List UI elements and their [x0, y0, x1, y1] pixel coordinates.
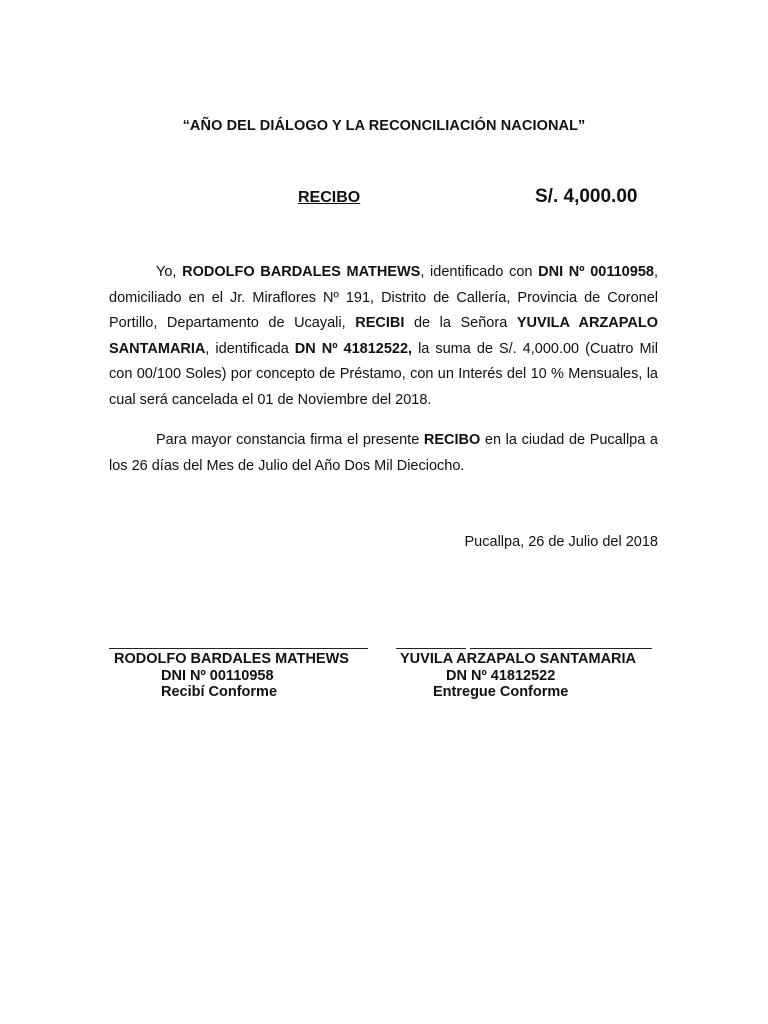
text-segment: Para mayor constancia firma el presente — [156, 432, 424, 448]
lender-dni: DN Nº 41812522, — [294, 340, 413, 357]
text-segment: de la Señora — [404, 315, 517, 331]
text-segment: , identificado con — [420, 264, 539, 280]
lender-name: YUVILA ARZAPALO SANTAMARIA — [109, 315, 658, 357]
text-segment: , identificada — [205, 340, 295, 357]
text-segment: en la ciudad de Pucallpa a los 26 días del Mes de Julio del Año Dos Mil Dieciocho. — [109, 432, 658, 474]
receipt-statement-paragraph — [109, 260, 658, 413]
signer-id: DN Nº 41812522 — [446, 667, 556, 684]
signature-line-left — [109, 648, 368, 649]
receiver-name: RODOLFO BARDALES MATHEWS — [182, 264, 421, 280]
receiver-dni: DNI Nº 00110958 — [538, 264, 654, 280]
signature-block-lender — [400, 651, 636, 701]
signature-block-receiver — [114, 651, 349, 701]
document-title: RECIBO — [298, 189, 361, 206]
receipt-amount: S/. 4,000.00 — [535, 186, 638, 207]
signature-line-right — [396, 648, 466, 649]
text-segment: , domiciliado en el Jr. Miraflores Nº 191, Distrito de Callería, Provincia de Coronel Portillo, Departamento de Ucayali, — [109, 264, 658, 331]
signer-name: YUVILA ARZAPALO SANTAMARIA — [400, 651, 637, 667]
received-keyword: RECIBI — [355, 315, 405, 331]
constancy-paragraph — [109, 428, 658, 479]
signer-id: DNI Nº 00110958 — [161, 667, 274, 684]
signer-role: Entregue Conforme — [433, 684, 569, 700]
signer-role: Recibí Conforme — [161, 684, 278, 700]
signer-name: RODOLFO BARDALES MATHEWS — [114, 651, 349, 667]
year-motto: “AÑO DEL DIÁLOGO Y LA RECONCILIACIÓN NACIONAL” — [182, 118, 586, 134]
place-and-date: Pucallpa, 26 de Julio del 2018 — [464, 534, 658, 550]
text-segment: la suma de S/. 4,000.00 (Cuatro Mil con 00/100 Soles) por concepto de Préstamo, con un Interés del 10 % Mensuales, la cual será cancelada el 01 de Noviembre del 2018. — [109, 340, 658, 408]
text-segment: Yo, — [156, 264, 183, 280]
signature-line-right — [470, 648, 652, 649]
receipt-keyword: RECIBO — [423, 432, 481, 448]
